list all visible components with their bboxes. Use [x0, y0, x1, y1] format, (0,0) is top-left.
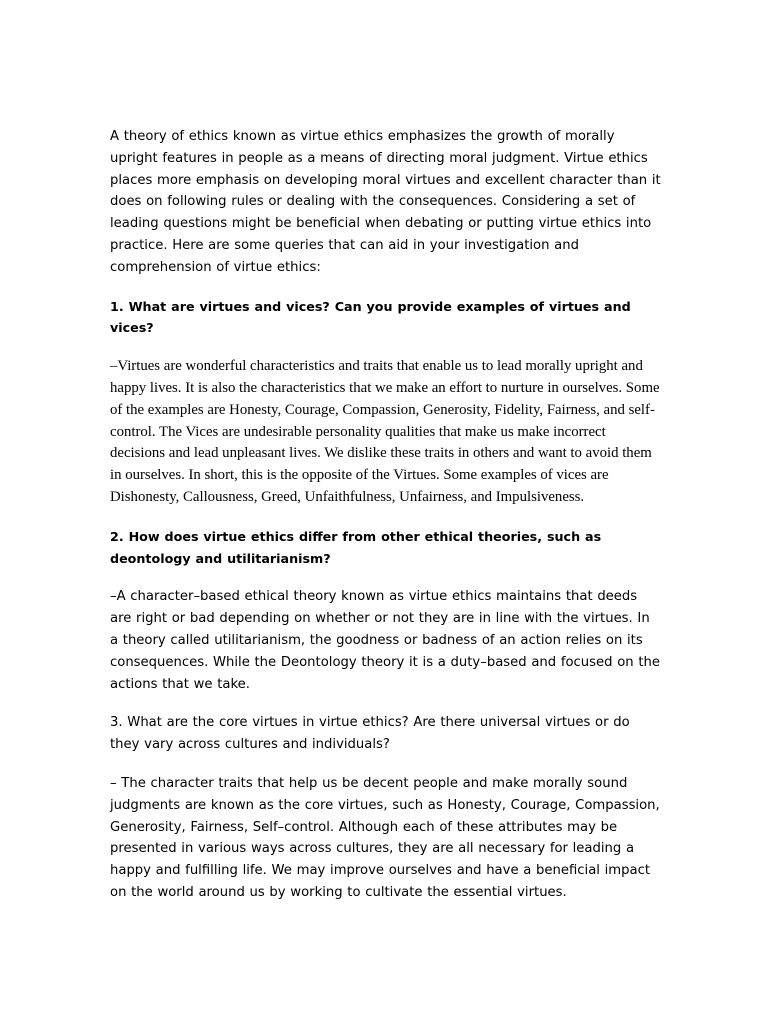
intro-paragraph: A theory of ethics known as virtue ethics emphasizes the growth of morally upright features in people as a means of directing moral judgment. Virtue ethics places more emphasis on developing moral virtues and excellent character than it does on following rules or dealing with the consequences. Considering a set of leading questions might be beneficial when debating or putting virtue ethics into practice. Here are some queries that can aid in your investigation and comprehension of virtue ethics:: [110, 129, 661, 275]
document-body: [110, 126, 662, 904]
answer-2-paragraph: –A character–based ethical theory known as virtue ethics maintains that deeds are right or bad depending on whether or not they are in line with the virtues. In a theory called utilitarianism, the goodness or badness of an action relies on its consequences. While the Deontology theory it is a duty–based and focused on the actions that we take.: [110, 589, 660, 692]
answer-1-paragraph: –Virtues are wonderful characteristics and traits that enable us to lead morally upright and happy lives. It is also the characteristics that we make an effort to nurture in ourselves. Some of the examples are Honesty, Courage, Compassion, Generosity, Fidelity, Fairness, and self-control. The Vices are undesirable personality qualities that make us make incorrect decisions and lead unpleasant lives. We dislike these traits in others and want to avoid them in ourselves. In short, this is the opposite of the Virtues. Some examples of vices are Dishonesty, Callousness, Greed, Unfaithfulness, Unfairness, and Impulsiveness.: [110, 358, 660, 505]
question-1-heading: 1. What are virtues and vices? Can you provide examples of virtues and vices?: [110, 298, 631, 336]
question-2-heading: 2. How does virtue ethics differ from other ethical theories, such as deontology and utilitarianism?: [110, 528, 602, 566]
question-3-heading: 3. What are the core virtues in virtue ethics? Are there universal virtues or do they vary across cultures and individuals?: [110, 715, 630, 753]
answer-3-paragraph: – The character traits that help us be decent people and make morally sound judgments are known as the core virtues, such as Honesty, Courage, Compassion, Generosity, Fairness, Self–control. Although each of these attributes may be presented in various ways across cultures, they are all necessary for leading a happy and fulfilling life. We may improve ourselves and have a beneficial impact on the world around us by working to cultivate the essential virtues.: [110, 775, 660, 900]
